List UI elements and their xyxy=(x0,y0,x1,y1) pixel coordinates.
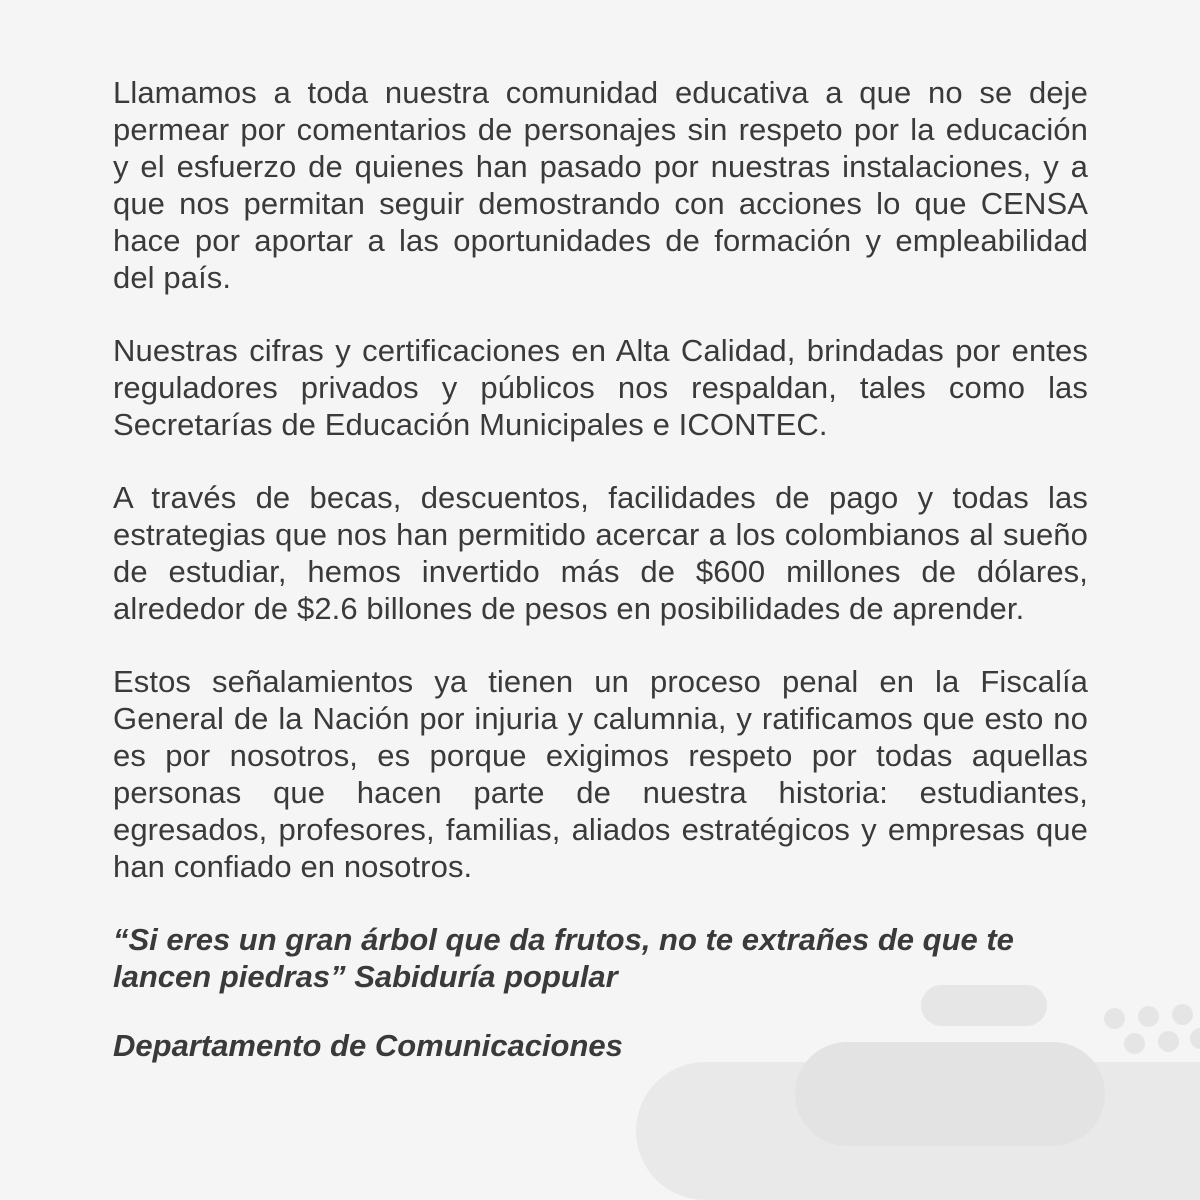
decorative-dot xyxy=(1190,1028,1200,1049)
decorative-dot xyxy=(1104,1008,1125,1029)
decorative-dot xyxy=(1138,1006,1159,1027)
decorative-dot xyxy=(1172,1004,1193,1025)
paragraph-investment: A través de becas, descuentos, facilidades de pago y todas las estrategias que nos han permitido acercar a los colombianos al sueño de estudiar, hemos invertido más de $600 millones de dólares, alrededor de $2.6 billones de pesos en posibilidades de aprender. xyxy=(113,480,1088,626)
paragraph-legal-process: Estos señalamientos ya tienen un proceso penal en la Fiscalía General de la Nación por injuria y calumnia, y ratificamos que esto no es por nosotros, es porque exigimos respeto por todas aquellas personas que hacen parte de nuestra historia: estudiantes, egresados, profesores, familias, aliados estratégicos y empresas que han confiado en nosotros. xyxy=(113,664,1088,884)
decorative-dot xyxy=(1158,1031,1179,1052)
paragraph-certifications: Nuestras cifras y certificaciones en Alta Calidad, brindadas por entes reguladores privados y públicos nos respaldan, tales como las Secretarías de Educación Municipales e ICONTEC. xyxy=(113,333,1088,442)
decorative-dot xyxy=(1124,1033,1145,1054)
signature: Departamento de Comunicaciones xyxy=(113,1028,623,1063)
statement-body xyxy=(113,74,1088,1064)
popular-saying-quote: “Si eres un gran árbol que da frutos, no te extrañes de que te lancen piedras” Sabiduría popular xyxy=(113,922,1014,994)
paragraph-community-call: Llamamos a toda nuestra comunidad educativa a que no se deje permear por comentarios de personajes sin respeto por la educación y el esfuerzo de quienes han pasado por nuestras instalaciones, y a que nos permitan seguir demostrando con acciones lo que CENSA hace por aportar a las oportunidades de formación y empleabilidad del país. xyxy=(113,75,1088,295)
